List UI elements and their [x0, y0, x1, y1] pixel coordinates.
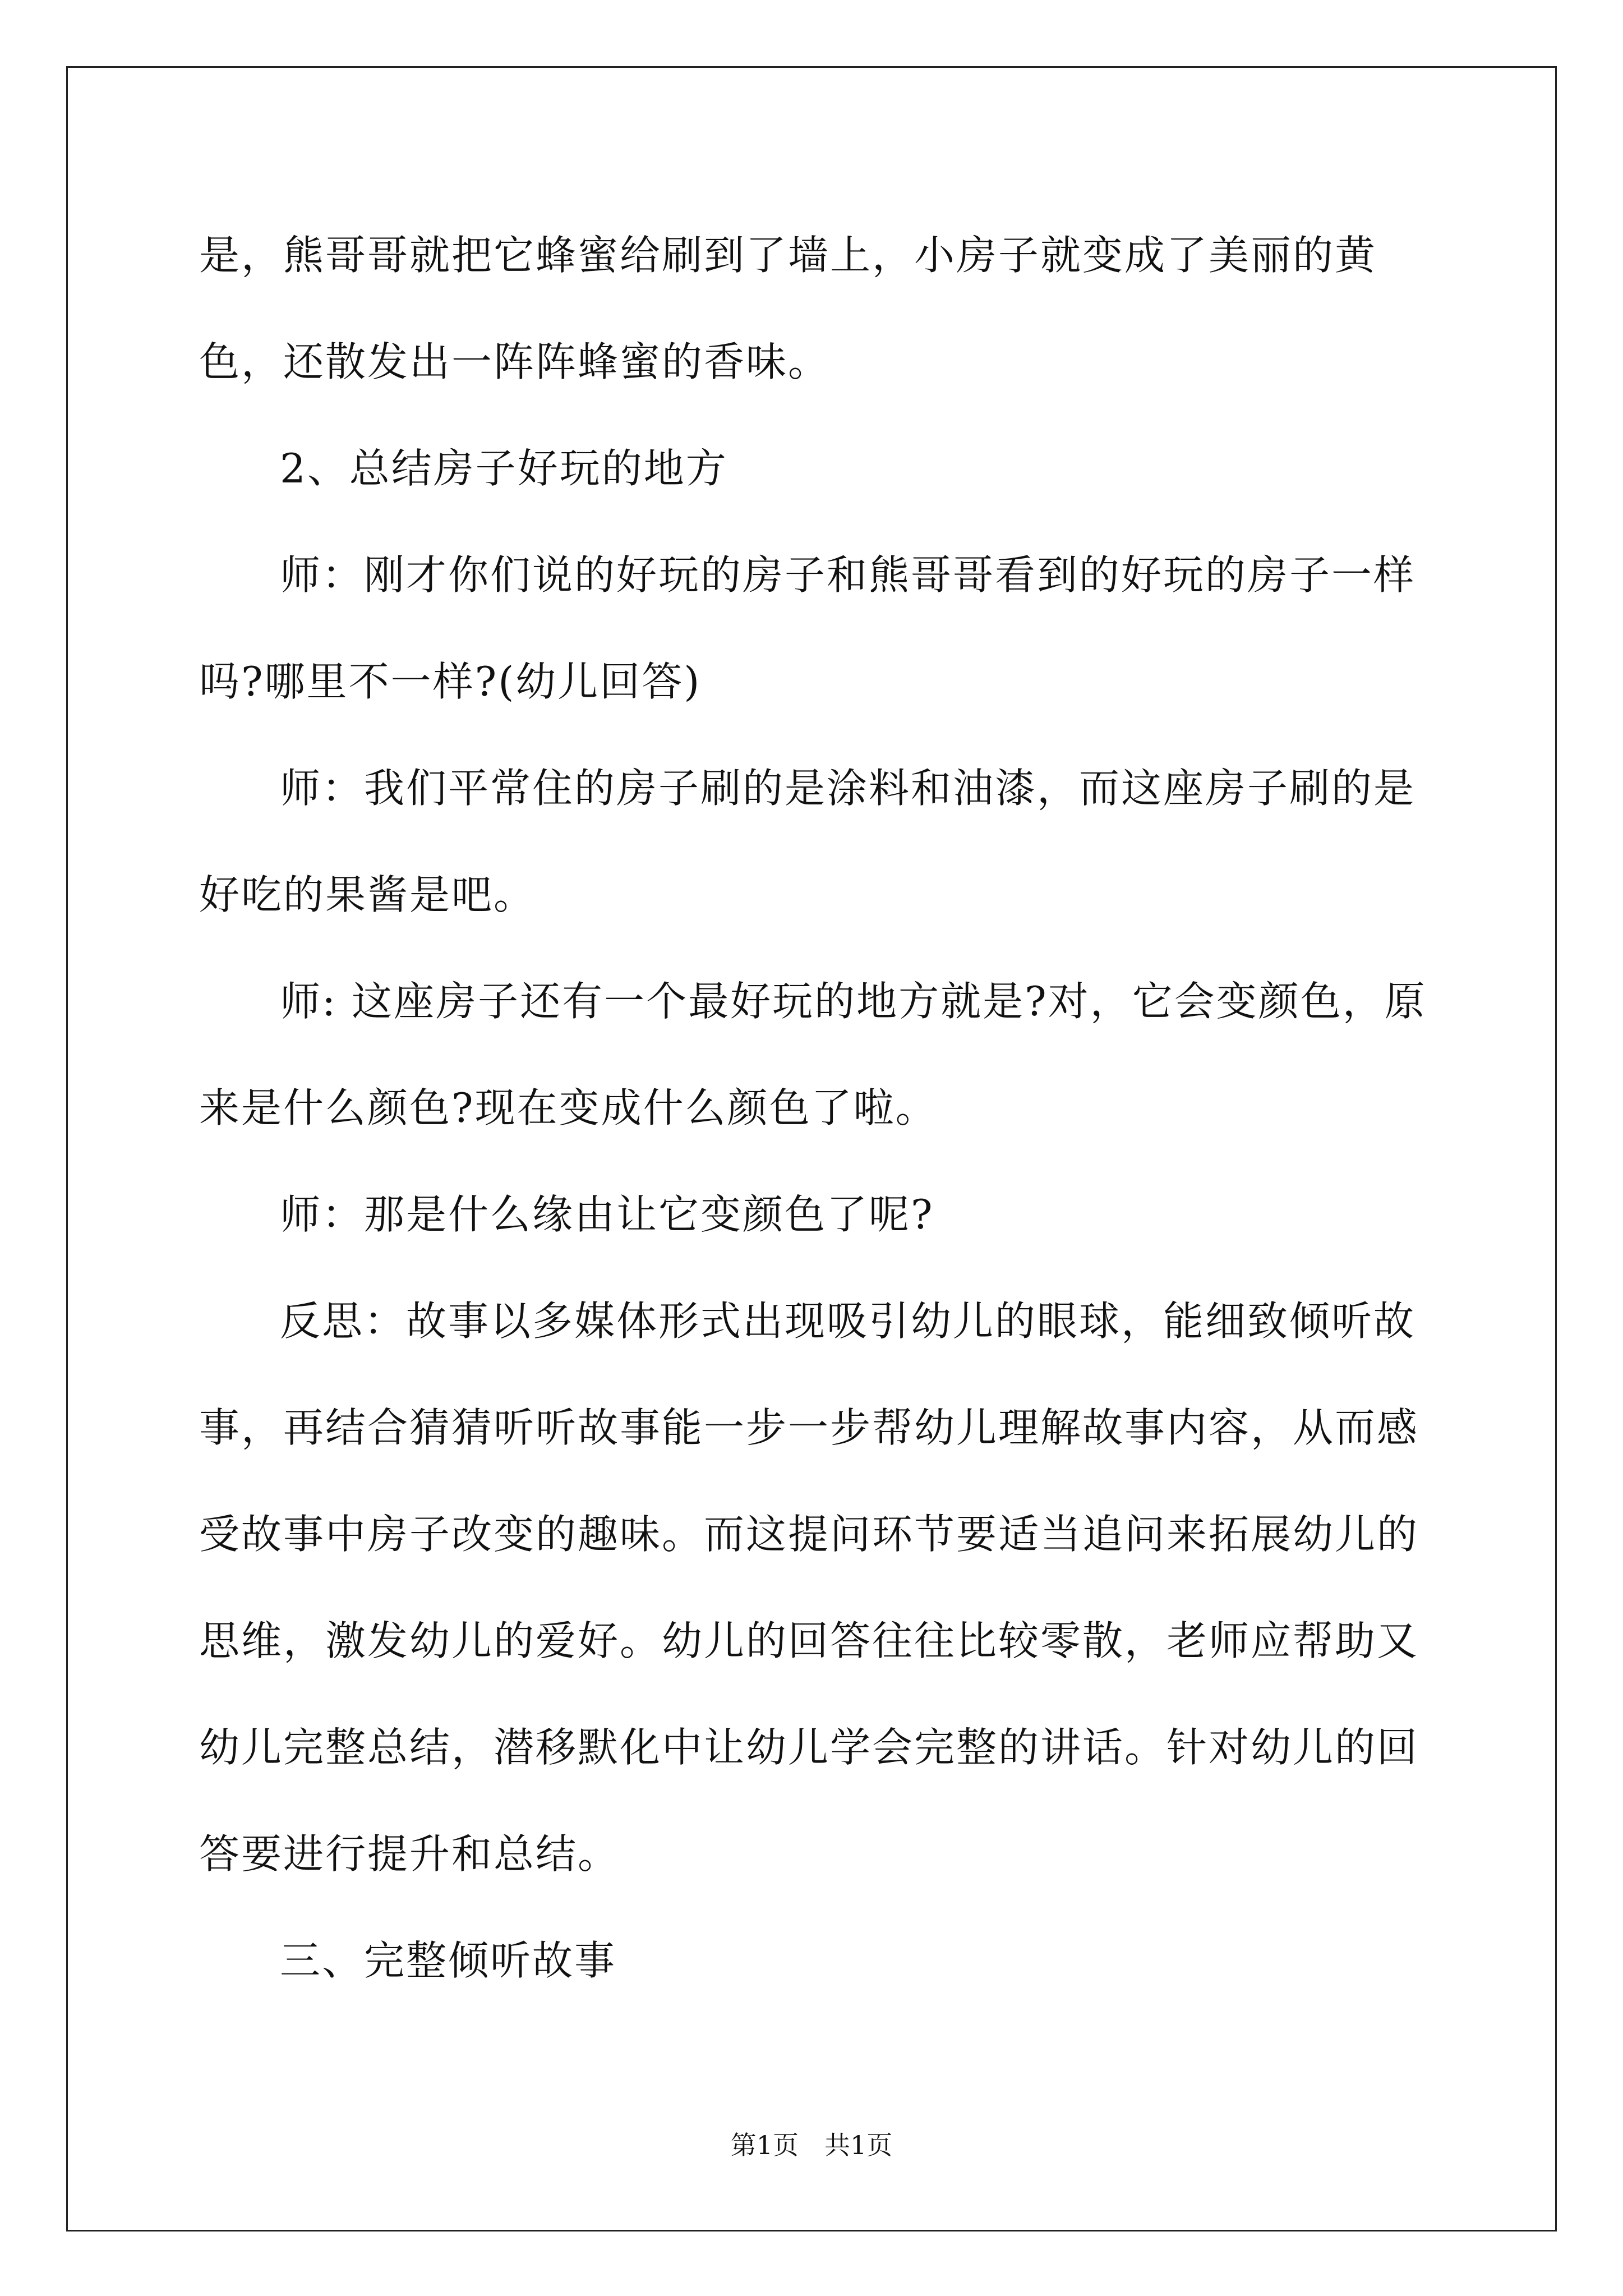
paragraph: 师：刚才你们说的好玩的房子和熊哥哥看到的好玩的房子一样吗?哪里不一样?(幼儿回答)	[199, 551, 1416, 705]
document-body	[199, 202, 1433, 2014]
paragraph: 师: 这座房子还有一个最好玩的地方就是?对，它会变颜色，原来是什么颜色?现在变成什么颜色了啦。	[199, 978, 1427, 1131]
page-footer	[0, 2125, 1623, 2162]
paragraph: 三、完整倾听故事	[280, 1937, 617, 1984]
paragraph: 是，熊哥哥就把它蜂蜜给刷到了墙上，小房子就变成了美丽的黄色，还散发出一阵阵蜂蜜的香味。	[199, 232, 1377, 385]
paragraph: 师：我们平常住的房子刷的是涂料和油漆，而这座房子刷的是好吃的果酱是吧。	[199, 765, 1416, 918]
paragraph: 反思：故事以多媒体形式出现吸引幼儿的眼球，能细致倾听故事，再结合猜猜听听故事能一步一步帮幼儿理解故事内容，从而感受故事中房子改变的趣味。而这提问环节要适当追问来拓展幼儿的思维，激发幼儿的爱好。幼儿的回答往往比较零散，老师应帮助又幼儿完整总结，潜移默化中让幼儿学会完整的讲话。针对幼儿的回答要进行提升和总结。	[199, 1297, 1419, 1878]
page-number-label: 第1页 共1页	[730, 2130, 893, 2160]
paragraph: 2、总结房子好玩的地方	[280, 445, 728, 492]
paragraph: 师：那是什么缘由让它变颜色了呢?	[280, 1191, 934, 1238]
